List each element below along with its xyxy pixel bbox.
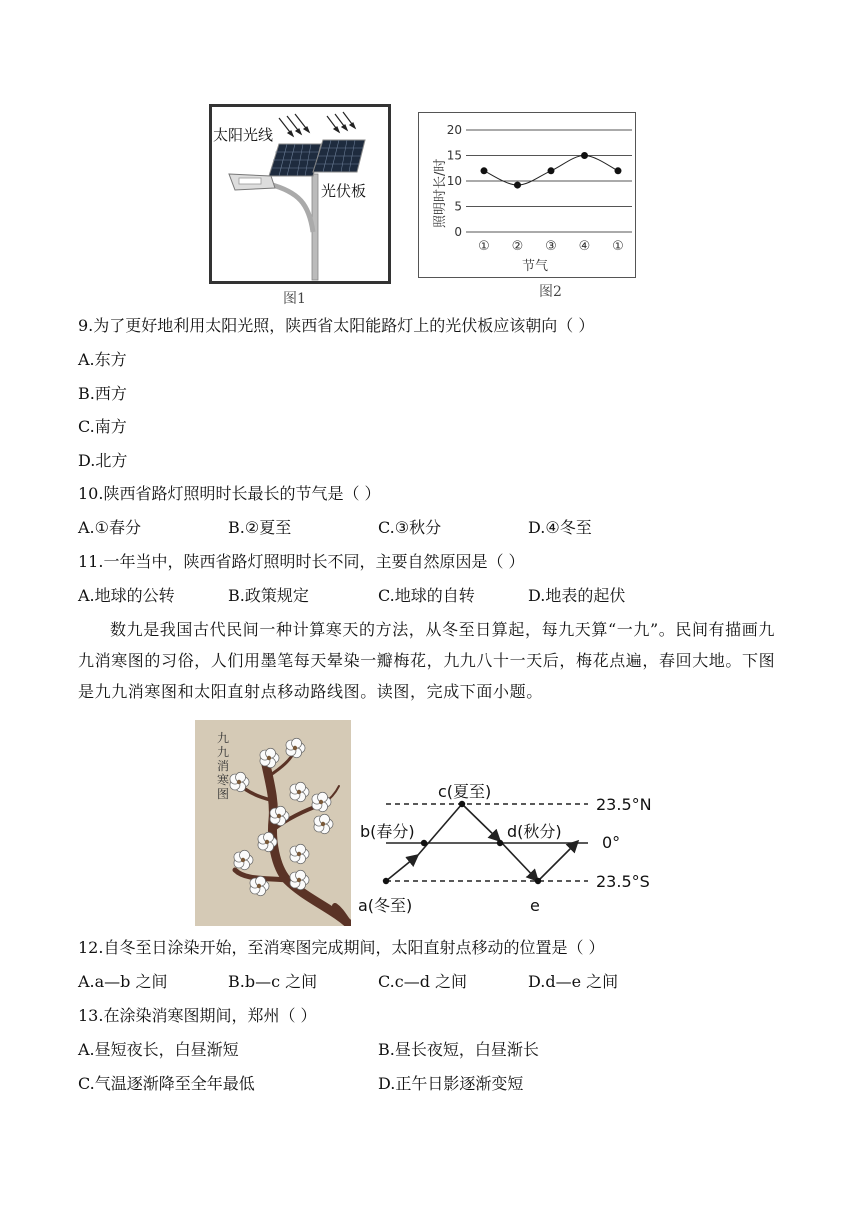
label-d: d(秋分) — [507, 822, 562, 841]
point-d — [497, 840, 503, 846]
q12-stem: 12.自冬至日涂染开始，至消寒图完成期间，太阳直射点移动的位置是（ ） — [78, 938, 605, 957]
painting-title: 九九消寒图 — [217, 731, 230, 801]
point-b — [421, 840, 427, 846]
data-point — [481, 167, 488, 174]
y-tick-label: 20 — [446, 123, 462, 137]
x-tick-label: ① — [612, 239, 624, 254]
label-sunlight: 太阳光线 — [213, 126, 274, 144]
q11-option-a[interactable]: A.地球的公转 — [78, 586, 175, 605]
label-a: a(冬至) — [358, 896, 413, 915]
figure-1 — [209, 104, 391, 284]
sun-direct-point-diagram — [350, 775, 680, 923]
q12-option-a[interactable]: A.a—b 之间 — [78, 972, 168, 991]
y-tick-label: 15 — [446, 148, 462, 163]
q13-option-b[interactable]: B.昼长夜短，白昼渐长 — [378, 1040, 539, 1059]
label-b: b(春分) — [360, 822, 415, 841]
data-point — [548, 167, 555, 174]
label-23-5n: 23.5°N — [596, 795, 652, 814]
data-point — [615, 167, 622, 174]
lighting-duration-chart — [418, 112, 636, 278]
x-tick-label: ② — [511, 239, 524, 254]
q11-option-d[interactable]: D.地表的起伏 — [528, 586, 626, 605]
y-tick-label: 10 — [446, 174, 462, 188]
passage: 数九是我国古代民间一种计算寒天的方法，从冬至日算起，每九天算“一九”。民间有描画九九消寒图的习俗，人们用墨笔每天晕染一瓣梅花，九九八十一天后，梅花点遍，春回大地。下图是九九消寒图和太阳直射点移动路线图。读图，完成下面小题。 — [78, 620, 776, 701]
figure-2 — [418, 112, 636, 278]
q13-stem: 13.在涂染消寒图期间，郑州（ ） — [78, 1006, 317, 1025]
label-c: c(夏至) — [438, 782, 492, 801]
q13-option-d[interactable]: D.正午日影逐渐变短 — [378, 1074, 524, 1093]
q11-stem: 11.一年当中，陕西省路灯照明时长不同，主要自然原因是（ ） — [78, 552, 525, 571]
figure-4 — [350, 775, 680, 923]
q9-option-c[interactable]: C.南方 — [78, 417, 127, 436]
y-tick-label: 0 — [454, 225, 462, 239]
label-23-5s: 23.5°S — [596, 872, 650, 891]
q12-option-c[interactable]: C.c—d 之间 — [378, 972, 468, 991]
data-point — [514, 182, 521, 189]
q13-option-a[interactable]: A.昼短夜长，白昼渐短 — [78, 1040, 239, 1059]
q9-option-a[interactable]: A.东方 — [78, 350, 127, 369]
chart-ylabel: 照明时长/时 — [433, 158, 448, 228]
q12-option-b[interactable]: B.b—c 之间 — [228, 972, 318, 991]
figure-1-caption: 图1 — [283, 291, 306, 307]
label-panel: 光伏板 — [321, 182, 367, 200]
q10-stem: 10.陕西省路灯照明时长最长的节气是（ ） — [78, 484, 381, 503]
x-tick-label: ③ — [545, 239, 557, 254]
q9-stem: 9.为了更好地利用太阳光照，陕西省太阳能路灯上的光伏板应该朝向（ ） — [78, 316, 595, 335]
q13-option-c[interactable]: C.气温逐渐降至全年最低 — [78, 1074, 255, 1093]
q9-option-b[interactable]: B.西方 — [78, 384, 127, 403]
label-equator: 0° — [602, 833, 621, 852]
figure-2-caption: 图2 — [539, 284, 562, 300]
q10-option-a[interactable]: A.①春分 — [78, 518, 141, 537]
q11-option-b[interactable]: B.政策规定 — [228, 586, 309, 605]
y-tick-label: 5 — [454, 199, 462, 214]
q11-option-c[interactable]: C.地球的自转 — [378, 586, 475, 605]
point-a — [383, 878, 389, 884]
solar-lamp-illustration — [209, 104, 391, 284]
label-e: e — [530, 896, 540, 915]
chart-xlabel: 节气 — [521, 259, 549, 274]
q12-option-d[interactable]: D.d—e 之间 — [528, 972, 619, 991]
q9-option-d[interactable]: D.北方 — [78, 451, 128, 470]
point-c — [459, 801, 465, 807]
figure-3 — [195, 720, 351, 926]
q10-option-c[interactable]: C.③秋分 — [378, 518, 442, 537]
q10-option-b[interactable]: B.②夏至 — [228, 518, 292, 537]
point-e — [535, 878, 541, 884]
x-tick-label: ④ — [578, 239, 591, 254]
data-point — [581, 152, 588, 159]
x-tick-label: ① — [478, 239, 490, 254]
plum-blossom-painting — [195, 720, 351, 926]
q10-option-d[interactable]: D.④冬至 — [528, 518, 592, 537]
